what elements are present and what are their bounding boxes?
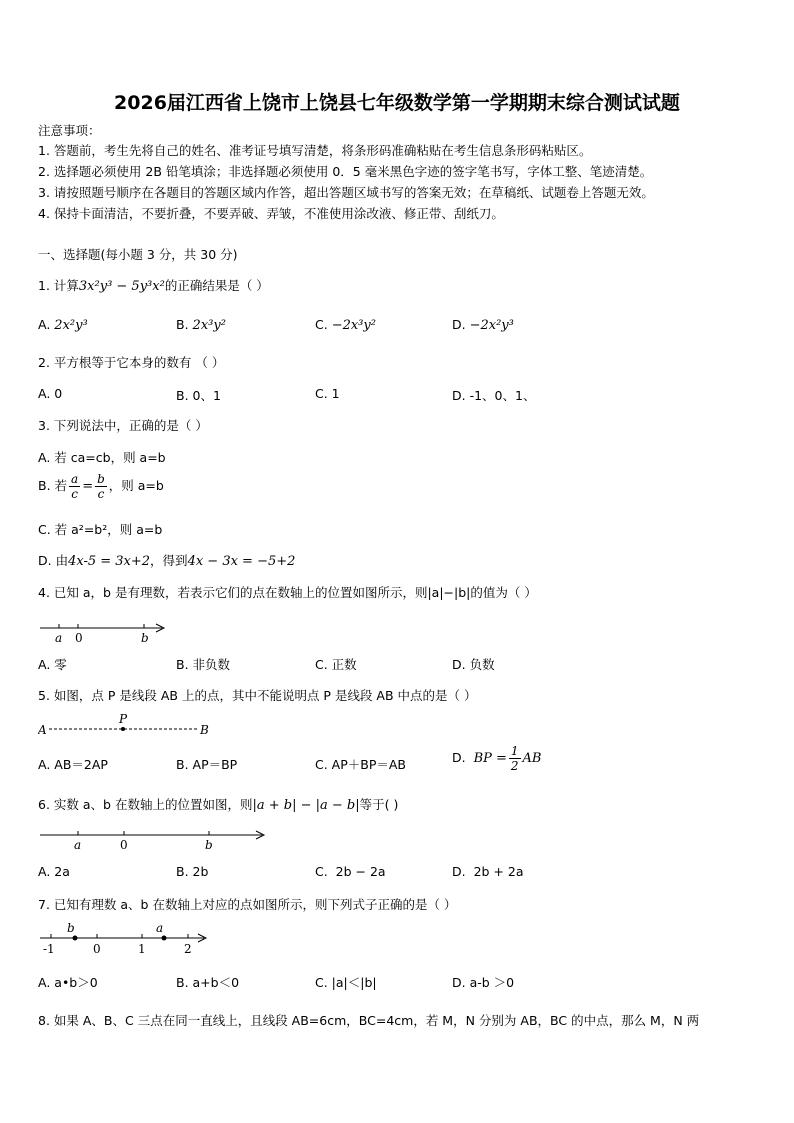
section-heading: 一、选择题(每小题 3 分，共 30 分) <box>38 247 238 262</box>
q1-suffix: 的正确结果是（ ） <box>164 278 269 293</box>
q1-option-a: A. 2x²y³ <box>38 317 88 333</box>
q3-option-d: D. 由4x-5 = 3x+2，得到4x − 3x = −5+2 <box>38 553 296 569</box>
q5-label-p: P <box>119 712 128 726</box>
q5-segment-figure <box>38 712 218 740</box>
q1-expression: 3x²y³ − 5y³x² <box>78 279 165 294</box>
q4-label-a: a <box>55 631 63 645</box>
q6-option-a: A. 2a <box>38 864 70 879</box>
page-title: 2026届江西省上饶市上饶县七年级数学第一学期期末综合测试试题 <box>114 92 680 114</box>
question-3-stem: 3. 下列说法中，正确的是（ ） <box>38 418 208 433</box>
q5-option-c: C. AP＋BP＝AB <box>315 757 407 772</box>
q7-label-minus1: -1 <box>43 942 55 956</box>
question-8-stem: 8. 如果 A、B、C 三点在同一直线上，且线段 AB=6cm，BC=4cm，若 M，N 分别为 AB，BC 的中点，那么 M，N 两 <box>38 1013 700 1028</box>
q6-label-a: a <box>74 838 82 852</box>
question-1-stem <box>38 276 269 294</box>
question-7-stem: 7. 已知有理数 a、b 在数轴上对应的点如图所示，则下列式子正确的是（ ） <box>38 897 457 912</box>
q7-label-a: a <box>156 921 164 935</box>
q2-option-d: D. -1、0、1、 <box>452 388 536 403</box>
q3-option-c: C. 若 a²=b²，则 a=b <box>38 522 163 537</box>
question-6-stem: 6. 实数 a、b 在数轴上的位置如图，则|a + b| − |a − b|等于( ) <box>38 797 399 813</box>
q4-label-b: b <box>141 631 149 645</box>
q1-option-b: B. 2x³y² <box>176 317 226 333</box>
q7-label-0: 0 <box>93 942 101 956</box>
q6-option-c: C. 2b − 2a <box>315 864 386 879</box>
question-2-stem: 2. 平方根等于它本身的数有 （ ） <box>38 355 225 370</box>
q2-option-c: C. 1 <box>315 386 340 401</box>
q4-option-c: C. 正数 <box>315 657 357 672</box>
q2-option-a: A. 0 <box>38 386 63 401</box>
q6-label-0: 0 <box>120 838 128 852</box>
q1-option-c: C. −2x³y² <box>315 317 376 333</box>
q7-option-d: D. a-b ＞0 <box>452 975 515 990</box>
q7-label-1: 1 <box>138 942 146 956</box>
q6-label-b: b <box>205 838 213 852</box>
q3-fraction-b-over-c: $\frac{b}{c}$ <box>97 472 105 501</box>
q4-option-b: B. 非负数 <box>176 657 231 672</box>
q6-option-d: D. 2b + 2a <box>452 864 524 879</box>
q5-fraction-one-half: $\frac{1}{2}$ <box>510 744 519 773</box>
notice-item-2: 2. 选择题必须使用 2B 铅笔填涂；非选择题必须使用 0．5 毫米黑色字迹的签字笔书写，字体工整、笔迹清楚。 <box>38 164 653 179</box>
q7-label-b: b <box>67 921 75 935</box>
q3-fraction-a-over-c: $\frac{a}{c}$ <box>71 472 79 501</box>
q1-option-d: D. −2x²y³ <box>452 317 514 333</box>
q2-option-b: B. 0、1 <box>176 388 221 403</box>
q4-option-a: A. 零 <box>38 657 67 672</box>
notice-item-3: 3. 请按照题号顺序在各题目的答题区域内作答，超出答题区域书写的答案无效；在草稿纸、试题卷上答题无效。 <box>38 185 654 200</box>
q4-option-d: D. 负数 <box>452 657 495 672</box>
q5-option-d: D. BP = $\frac{1}{2}$ AB <box>452 744 542 773</box>
notice-item-4: 4. 保持卡面清洁，不要折叠，不要弄破、弄皱，不准使用涂改液、修正带、刮纸刀。 <box>38 206 504 221</box>
q5-label-b: B <box>200 723 209 737</box>
q7-label-2: 2 <box>184 942 192 956</box>
q3-option-b: B. 若 $\frac{a}{c}$ = $\frac{b}{c}$ ，则 a=b <box>38 472 164 501</box>
q7-option-b: B. a+b＜0 <box>176 975 240 990</box>
q5-label-a: A <box>38 723 47 737</box>
q1-prefix: 1. 计算 <box>38 278 79 293</box>
question-4-stem: 4. 已知 a，b 是有理数，若表示它们的点在数轴上的位置如图所示，则|a|−|b|的值为（ ） <box>38 585 537 600</box>
q5-option-a: A. AB＝2AP <box>38 757 108 772</box>
question-5-stem: 5. 如图，点 P 是线段 AB 上的点，其中不能说明点 P 是线段 AB 中点的是（ ） <box>38 688 477 703</box>
q5-option-b: B. AP＝BP <box>176 757 238 772</box>
notice-item-1: 1. 答题前，考生先将自己的姓名、准考证号填写清楚，将条形码准确粘贴在考生信息条形码粘贴区。 <box>38 143 592 158</box>
q7-number-line <box>38 920 213 956</box>
notice-heading: 注意事项： <box>38 123 101 138</box>
q7-option-c: C. |a|＜|b| <box>315 975 377 990</box>
q7-option-a: A. a•b＞0 <box>38 975 98 990</box>
q6-option-b: B. 2b <box>176 864 209 879</box>
q4-label-0: 0 <box>75 631 83 645</box>
q6-number-line <box>38 823 273 855</box>
q3-option-a: A. 若 ca=cb，则 a=b <box>38 450 166 465</box>
q4-number-line <box>38 614 173 646</box>
